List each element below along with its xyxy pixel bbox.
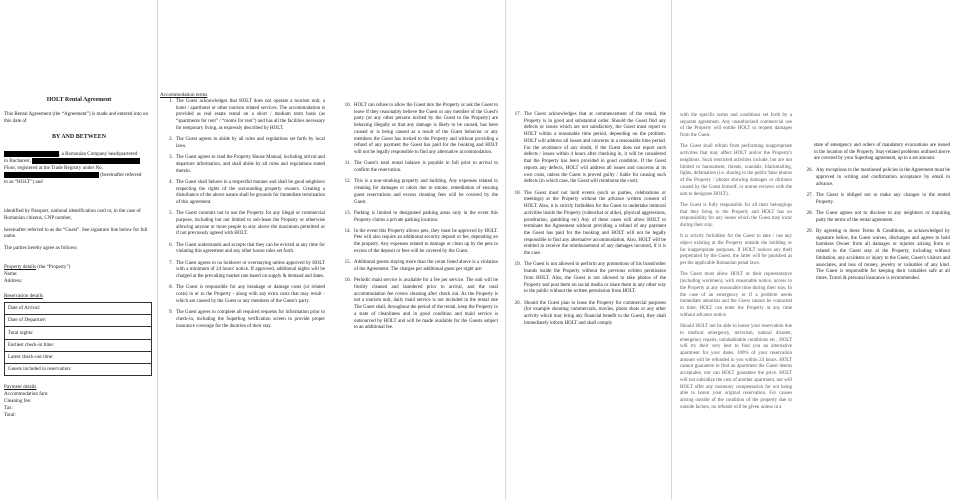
- agreement-title: HOLT Rental Agreement: [46, 97, 112, 103]
- list-item: 13. Parking is limited to designated parking areas only in the event this Property claims a private parking location.: [352, 211, 498, 224]
- page-3-column: [508, 0, 668, 500]
- redaction-bar: [4, 172, 99, 178]
- list-item: 7. The Guest agrees to no holdover or overstaying unless approved by HOLT with a minimum of 24 hours' notice. If approved, additional nights will be charged at the prevailing market rate based on supply & demand and dates.: [174, 261, 325, 281]
- reservation-table: [4, 302, 152, 377]
- list-item: 11. The Guest's total rental balance is payable in full prior to arrival to confirm the reservation.: [352, 161, 498, 174]
- list-item: 5. The Guest commits not to use the Property for any illegal or commercial purpose, including but not limited to sub-lease the Property or otherwise allowing anyone or more people to stay above the maximum permitted or if not previously agreed with HOLT.: [174, 211, 325, 238]
- list-item: 17. The Guest acknowledges that at commencement of the rental, the Property is in good and substantial order. Should the Guest find any defects or issues which are not satisfactory, the Guest must report to HOLT within a reasonable time period, depending on the problem. HOLT will address all issues and concerns in a reasonable time period. For the avoidance of any doubt, if the Guest does not report such defects / issues within 4 hours after checking in, it will be considered that the Property has been provided in good condition. If the Guest reports any defects, HOLT will address all issues and concerns at its own costs, unless the Guest is proved guilty / liable for causing such defects (in which case, the Guest will reimburse the cost).: [522, 112, 666, 186]
- payment-row: Cleaning fee:: [4, 398, 32, 405]
- list-item: 19. The Guest is not allowed to perform any promotions of his brand/other brands inside the Property without the previous written permission from HOLT. Also, the Guest is not allowed to take photos of the Property and post them on social media or share them in any other way to the public without the written permission from HOLT.: [522, 262, 666, 296]
- reservation-heading: Reservation details: [4, 292, 43, 299]
- page-4-column-b: [800, 0, 955, 500]
- list-item: 10. HOLT can refuse to allow the Guest into the Property or ask the Guest to leave if they reasonably believe the Guest or any member of the Guest's party (or any other persons invited by the Guest to the Property) are behaving illegally or that any damage is likely to be caused, has been caused or is being caused as a result of the Guest behavior or any members the Guest has invited to the Property and without providing a refund of any payment the Guest has paid for the booking and HOLT will not be legally responsible to find any alternative accommodation.: [352, 103, 498, 157]
- payment-heading: Payment details: [4, 384, 37, 391]
- page-divider: [505, 0, 506, 500]
- table-row: Latest check-out time:: [5, 352, 151, 364]
- between-heading: BY AND BETWEEN: [51, 133, 107, 140]
- list-item: 8. The Guest is responsible for any breakage or damage costs (or related costs) in or to the Property - along with any extra costs that may result - which are caused by the Guest or any members of the Guest's party.: [174, 285, 325, 305]
- list-item: with the specific terms and conditions set forth by a separate agreement. Any unauthorized commercial use of the Property will entitle HOLT to request damages from the Guest.: [680, 113, 792, 139]
- list-item: The Guest is fully responsible for all their belongings that they bring to the Property and HOLT has no responsibility for any losses which the Guest may incur during their stay.: [680, 202, 792, 229]
- list-item: 27. The Guest is obliged not to make any changes in the rented Property.: [814, 193, 950, 206]
- list-item: 9. The Guest agrees to complete all required requests for information prior to check-in, including the Superhog verification screen to provide proper insurance coverage for the duration of their stay.: [174, 310, 325, 330]
- property-address-label: Address:: [4, 277, 23, 284]
- table-row: Earliest check-in time:: [5, 340, 151, 352]
- list-item: 29. By agreeing to these Terms & Conditions, as acknowledged by signature below, the Guest waives, discharges and agrees to hold harmless Owner from all damages or injuries arising from or related to the Guest stay at the Property, including without limitation, any accidents or injury to the Guest, Guest's visitors and associates, and loss of money, jewelry or valuables of any kind. The Guest is responsible for keeping their valuables safe at all times. Travel & personal insurance is recommended.: [814, 229, 950, 283]
- list-item: 12. This is a non-smoking property and building. Any expenses related to cleaning for damages or odors due to smoke, remediation of ensuing guest reservations and excess cleaning fees will be covered by the Guest.: [352, 179, 498, 206]
- continuation-text: state of emergency and orders of mandatory evacuations are issued in the location of the Property. Stay-related problems outlined above are covered by your Superhog agreement, up to a set amount.: [814, 143, 950, 162]
- list-item: 18. The Guest must not hold events (such as parties, celebrations or meetings) at the Property without the advance written consent of HOLT. Also, it is strictly forbidden for the Guest to undertake immoral activities inside the Property (videochat or alike), physical aggressions, prostitution, gambling etc) Any of these cases will allow HOLT to terminate the Agreement without providing a refund of any payment the Guest has paid for the booking and HOLT will not be legally responsible to find any alternative accommodation. Also, HOLT will be entitled to receive the reimbursement of any damages incurred, if it is the case.: [522, 191, 666, 258]
- list-item: 3. The Guest agrees to read the Property House Manual, including arrival and departure information, and shall abide by all rules and regulations stated therein.: [174, 155, 325, 175]
- payment-row: Total:: [4, 411, 16, 418]
- list-item: It is strictly forbidden for the Guest to take / use any object existing at the Property outside the building or for inappropriate purposes. If HOLT notices any theft perpetrated by the Guest, the latter will be punished as per the applicable Romanian penal laws.: [680, 234, 792, 267]
- list-item: 1. The Guest acknowledges that HOLT does not operate a tourism unit, a hotel / aparthotel or other tourism related services. The accommodation is provided as real estate rental on a short / medium term basis (as “apartments for rent” / “rooms for rent”) and has all the facilities necessary for temporary living, as expressly described by HOLT.: [174, 99, 325, 133]
- list-item: The Guest must allow HOLT or their representative (including workmen), with reasonable notice, access to the Property at any reasonable time during their stay. In the case of an emergency or if a problem needs immediate attention and the Guest cannot be contacted in time, HOLT can enter the Property at any time without advance notice.: [680, 272, 792, 318]
- page-2-column-a: [160, 0, 330, 500]
- list-item: 26. Any exceptions to the mentioned policies in the Agreement must be approved in writing and confirmation acceptance by email in advance.: [814, 168, 950, 188]
- list-item: Should HOLT not be able to honor your reservation due to medical emergency, terrorism, natural disaster, emergency repairs, uninhabitable conditions etc., HOLT will try their very best to find you an alternative apartment for your dates. 100% of your reservation amount will be refunded to you within 24 hours. HOLT cannot guarantee to find an apartment the Guest deems acceptable, nor can HOLT guarantee the price. HOLT will not subsidize the cost of another apartment, nor will HOLT offer any monetary compensation for not being able to honor your original reservation. For causes arising outside of the condition of the property due to outside factors, no refunds will be given unless in a: [680, 324, 792, 410]
- list-item: 2. The Guest agrees to abide by all rules and regulations set forth by local laws.: [174, 137, 325, 150]
- list-item: 4. The Guest shall behave in a respectful manner and shall be good neighbors respecting the rights of the surrounding property owners. Creating a disturbance of the above nature shall be grounds for immediate termination of this agreement.: [174, 180, 325, 207]
- list-item: 28. The Guest agrees not to disclose to any neighbors or inquiring party the terms of the rental agreement.: [814, 211, 950, 224]
- list-item: 6. The Guest understands and accepts that they can be evicted at any time for violating this agreement and any other house rules set forth.: [174, 243, 325, 256]
- list-item: 16. Periodic maid service is available for a fee per service. The unit will be freshly cleaned and laundered prior to arrival, and the total accommodation fee covers cleaning after check out. As the Property is not a tourism unit, daily maid service is not included in the rental rate The Guest shall, throughout the period of the rental, keep the Property in a state of cleanliness and in good condition and maid service is outsourced by HOLT and will be made available for the Guests subject to an additional fee.: [352, 278, 498, 332]
- page-4-column-a: [674, 0, 794, 500]
- table-row: Total nights:: [5, 327, 151, 339]
- party1-block: , a Romanian Company headquartered in Bucharest, Floor, registered at the Trade Registry under No. (hereinafter referred to as “HOLT”) and: [4, 151, 142, 185]
- terms-list: [160, 99, 325, 330]
- table-row: Date of Departure:: [5, 315, 151, 327]
- guest-ref-text: hereinafter referred to as the “Guest”. See signature line below for full name.: [4, 226, 148, 240]
- agree-text: The parties hereby agree as follows:: [4, 245, 78, 252]
- page-2-column-b: [338, 0, 503, 500]
- property-name-label: Name:: [4, 271, 18, 278]
- list-item: The Guest shall refrain from performing inappropriate activities that may affect HOLT and/or the Property's neighbors. Such restricted activities include, but are not limited to harassment, threats, scandals, blackmailing, fights, defamation (i.e. sharing to the public false photos of the Property / photos showing damages or dirtiness caused by the Guest himself, or untrue reviews with the aim to denigrate HOLT).: [680, 144, 792, 197]
- terms-heading: Accommodation terms: [160, 92, 208, 98]
- page-divider: [671, 0, 672, 500]
- payment-row: Tax:: [4, 405, 13, 412]
- guest-id-text: identified by Passport, national identification card or, in the case of Romanian citizens, CNP number,: [4, 207, 141, 221]
- payment-row: Accommodation fare:: [4, 391, 49, 398]
- page-1: [0, 0, 155, 500]
- redaction-bar: [4, 151, 59, 157]
- list-item: 14. In the event this Property allows pets, they must be approved by HOLT. Pets will also require an additional security deposit or fee, depending on the property. Any expenses related to damage or clean up by the pets in excess of the deposit or fees will be covered by the Guest.: [352, 229, 498, 256]
- list-item: 20. Should the Guest plan to lease the Property for commercial purposes (for example shooting commercials, movies, photo shots or any other activity which may bring any financial benefit to the Guest), they shall immediately inform HOLT and shall comply: [522, 301, 666, 328]
- table-row: Date of Arrival:: [5, 303, 151, 315]
- redaction-bar: [32, 158, 140, 164]
- property-heading: Property details (the “Property”): [4, 264, 71, 271]
- terms-list: [508, 112, 666, 328]
- terms-list: [338, 103, 498, 332]
- intro-text: This Rental Agreement (the “Agreement”) is made and entered into on this date of: [4, 111, 148, 124]
- page-divider: [157, 0, 158, 500]
- terms-list: [800, 168, 950, 283]
- list-item: 15. Additional guests staying more than the count listed above is a violation of the Agreement. The charges per additional guest per night are:: [352, 260, 498, 273]
- table-row: Guests included in reservation:: [8, 366, 72, 373]
- terms-list: [674, 113, 792, 412]
